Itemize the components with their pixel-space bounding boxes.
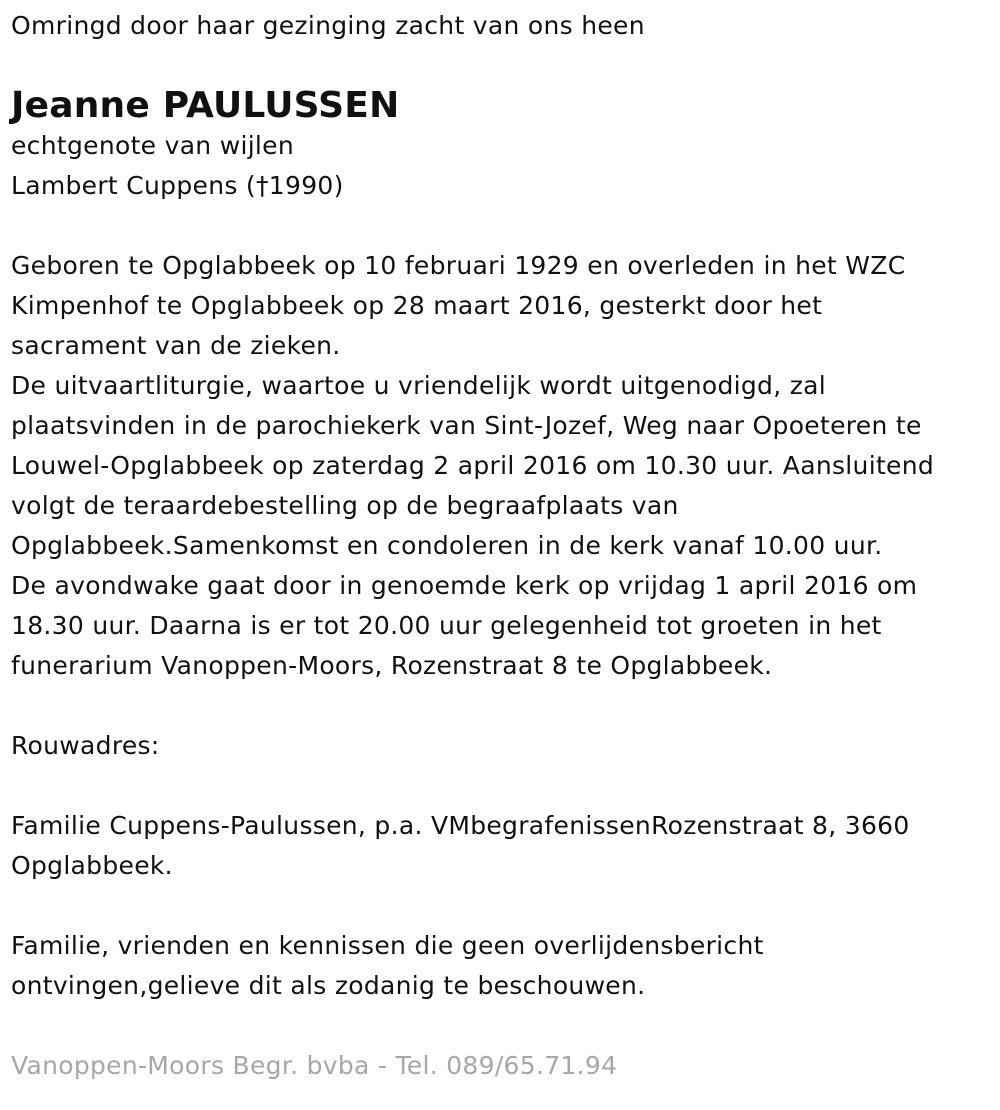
details-line: sacrament van de zieken.	[11, 331, 341, 360]
deceased-name	[11, 86, 981, 126]
details-line: plaatsvinden in de parochiekerk van Sint-Jozef, Weg naar Opoeteren te	[11, 411, 922, 440]
first-name: Jeanne	[11, 85, 150, 126]
spacer	[11, 886, 981, 926]
address-line: Opglabbeek.	[11, 851, 173, 880]
notice-block	[11, 926, 981, 1006]
spacer	[11, 766, 981, 806]
details-line: 18.30 uur. Daarna is er tot 20.00 uur gelegenheid tot groeten in het	[11, 611, 882, 640]
spacer	[11, 1006, 981, 1046]
details-line: Opglabbeek.Samenkomst en condoleren in de kerk vanaf 10.00 uur.	[11, 531, 883, 560]
notice-line: ontvingen,gelieve dit als zodanig te beschouwen.	[11, 971, 646, 1000]
details-line: Kimpenhof te Opglabbeek op 28 maart 2016, gesterkt door het	[11, 291, 823, 320]
spouse-close: )	[333, 171, 344, 200]
details-paragraph	[11, 246, 981, 686]
spouse-year: 1990	[268, 171, 334, 200]
address-block	[11, 806, 981, 886]
relation-text: echtgenote van wijlen	[11, 131, 295, 160]
funeral-home-footer: Vanoppen-Moors Begr. bvba - Tel. 089/65.71.94	[11, 1051, 618, 1080]
details-line: Geboren te Opglabbeek op 10 februari 1929 en overleden in het WZC	[11, 251, 906, 280]
notice-line: Familie, vrienden en kennissen die geen overlijdensbericht	[11, 931, 764, 960]
spouse-line	[11, 166, 981, 206]
spacer	[11, 206, 981, 246]
spacer	[11, 686, 981, 726]
obituary-notice	[11, 6, 981, 1086]
details-line: De uitvaartliturgie, waartoe u vriendelijk wordt uitgenodigd, zal	[11, 371, 827, 400]
intro-text: Omringd door haar gezinging zacht van ons heen	[11, 11, 645, 40]
cross-icon: †	[255, 171, 269, 200]
last-name: PAULUSSEN	[162, 85, 400, 126]
address-label: Rouwadres:	[11, 731, 160, 760]
details-line: volgt de teraardebestelling op de begraafplaats van	[11, 491, 679, 520]
details-line: De avondwake gaat door in genoemde kerk op vrijdag 1 april 2016 om	[11, 571, 918, 600]
details-line: funerarium Vanoppen-Moors, Rozenstraat 8 te Opglabbeek.	[11, 651, 773, 680]
spouse-name: Lambert Cuppens (	[11, 171, 256, 200]
details-line: Louwel-Opglabbeek op zaterdag 2 april 2016 om 10.30 uur. Aansluitend	[11, 451, 935, 480]
address-line: Familie Cuppens-Paulussen, p.a. VMbegrafenissenRozenstraat 8, 3660	[11, 811, 910, 840]
